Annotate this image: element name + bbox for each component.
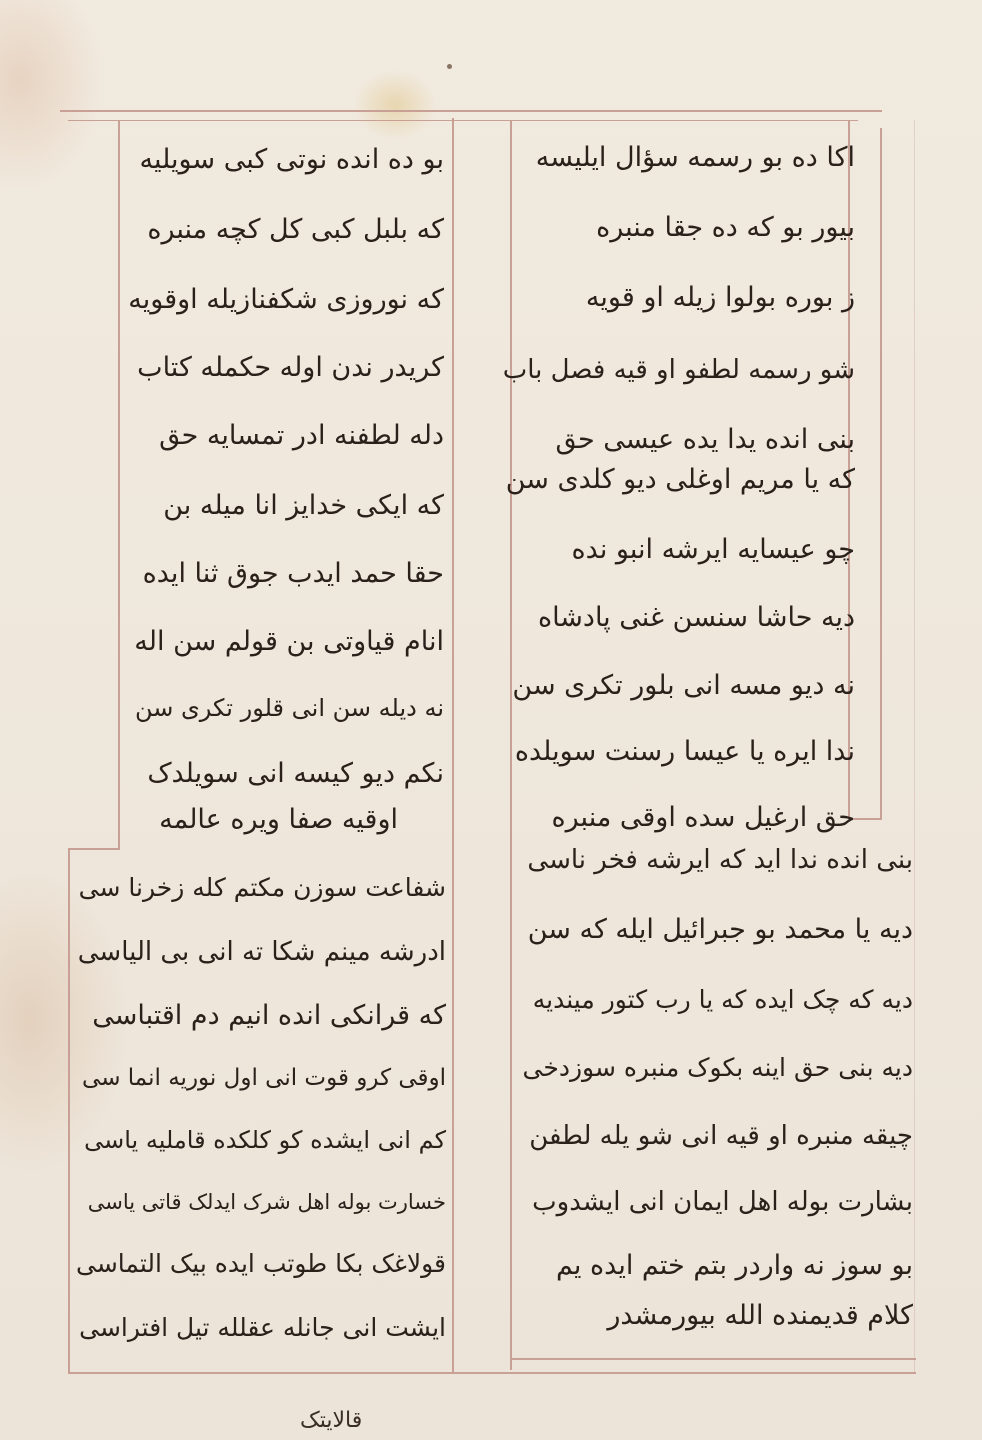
left-line-2: که بلبل کبی کل کچه منبره [147, 214, 444, 245]
right-line-12: بنی انده ندا اید که ایرشه فخر ناسی [527, 845, 913, 875]
right-line-3: ز بوره بولوا زیله او قویه [585, 282, 855, 313]
right-line-18: بو سوز نه واردر بتم ختم ایده یم [555, 1250, 913, 1281]
right-line-7: چو عیسایه ایرشه انبو نده [571, 534, 855, 565]
left-line-16: کم انی ایشده کو کلکده قاملیه یاسی [84, 1126, 446, 1154]
left-line-5: دله لطفنه ادر تمسایه حق [159, 420, 444, 451]
frame-middle-right [510, 120, 512, 1370]
left-column [122, 130, 448, 850]
right-line-14: دیه که چک ایده که یا رب کتور میندیه [532, 985, 913, 1014]
right-line-1: اکا ده بو رسمه سؤال ایلیسه [535, 142, 855, 173]
right-line-9: نه دیو مسه انی بلور تکری سن [512, 670, 855, 701]
footer-catchword: قالایتک [300, 1408, 363, 1433]
right-line-6: که یا مریم اوغلی دیو کلدی سن [505, 464, 855, 495]
left-line-13: ادرشه مینم شکا ته انی بی الیاسی [77, 937, 446, 967]
frame-top-rule [60, 110, 882, 112]
page-dot [447, 64, 452, 69]
right-line-17: بشارت بوله اهل ایمان انی ایشدوب [532, 1187, 913, 1217]
right-line-5: بنی انده یدا یده عیسی حق [555, 424, 855, 455]
right-line-8: دیه حاشا سنسن غنی پادشاه [537, 602, 855, 633]
left-line-6: که ایکی خدایز انا میله بن [163, 490, 444, 521]
right-line-10: ندا ایره یا عیسا رسنت سویلده [514, 736, 855, 767]
left-column-lower [72, 850, 450, 1370]
frame-top-rule-2 [68, 120, 858, 121]
right-line-11: حق ارغیل سده اوقی منبره [551, 802, 855, 833]
left-line-15: اوقی کرو قوت انی اول نوریه انما سی [82, 1065, 446, 1091]
right-line-4: شو رسمه لطفو او قیه فصل باب [502, 355, 855, 385]
right-line-15: دیه بنی حق اینه بکوک منبره سوزدخی [522, 1053, 913, 1082]
left-line-19: ایشت انی جانله عقلله تیل افتراسی [79, 1313, 446, 1342]
left-line-1: بو ده انده نوتی کبی سویلیه [139, 144, 444, 175]
left-line-17: خسارت بوله اهل شرک ایدلک قاتی یاسی [87, 1190, 446, 1214]
left-line-9: نه دیله سن انی قلور تکری سن [135, 694, 444, 722]
right-line-2: بیور بو که ده جقا منبره [596, 212, 855, 243]
left-line-8: انام قیاوتی بن قولم سن اله [134, 626, 444, 657]
left-line-3: که نوروزی شکفنازیله اوقویه [128, 284, 444, 315]
right-line-13: دیه یا محمد بو جبرائیل ایله که سن [527, 914, 913, 945]
frame-left-lower [68, 848, 70, 1373]
frame-bottom-rule [68, 1372, 916, 1374]
left-line-4: کریدر ندن اوله حکمله کتاب [137, 352, 444, 383]
left-line-18: قولاغک بکا طوتب ایده بیک التماسی [76, 1249, 446, 1278]
left-line-11: اوقیه صفا ویره عالمه [159, 804, 398, 835]
frame-left-upper [118, 120, 120, 850]
frame-middle-left [452, 118, 454, 1373]
right-column-lower [515, 130, 915, 1360]
right-line-19: کلام قدیمنده الله بیورمشدر [607, 1300, 913, 1331]
left-line-10: نکم دیو کیسه انی سویلدک [147, 758, 444, 789]
left-line-12: شفاعت سوزن مکتم کله زخرنا سی [78, 873, 446, 902]
left-line-7: حقا حمد ایدب جوق ثنا ایده [142, 558, 444, 589]
right-line-16: چیقه منبره او قیه انی شو یله لطفن [529, 1121, 913, 1151]
left-line-14: که قرانکی انده انیم دم اقتباسی [92, 1000, 446, 1031]
